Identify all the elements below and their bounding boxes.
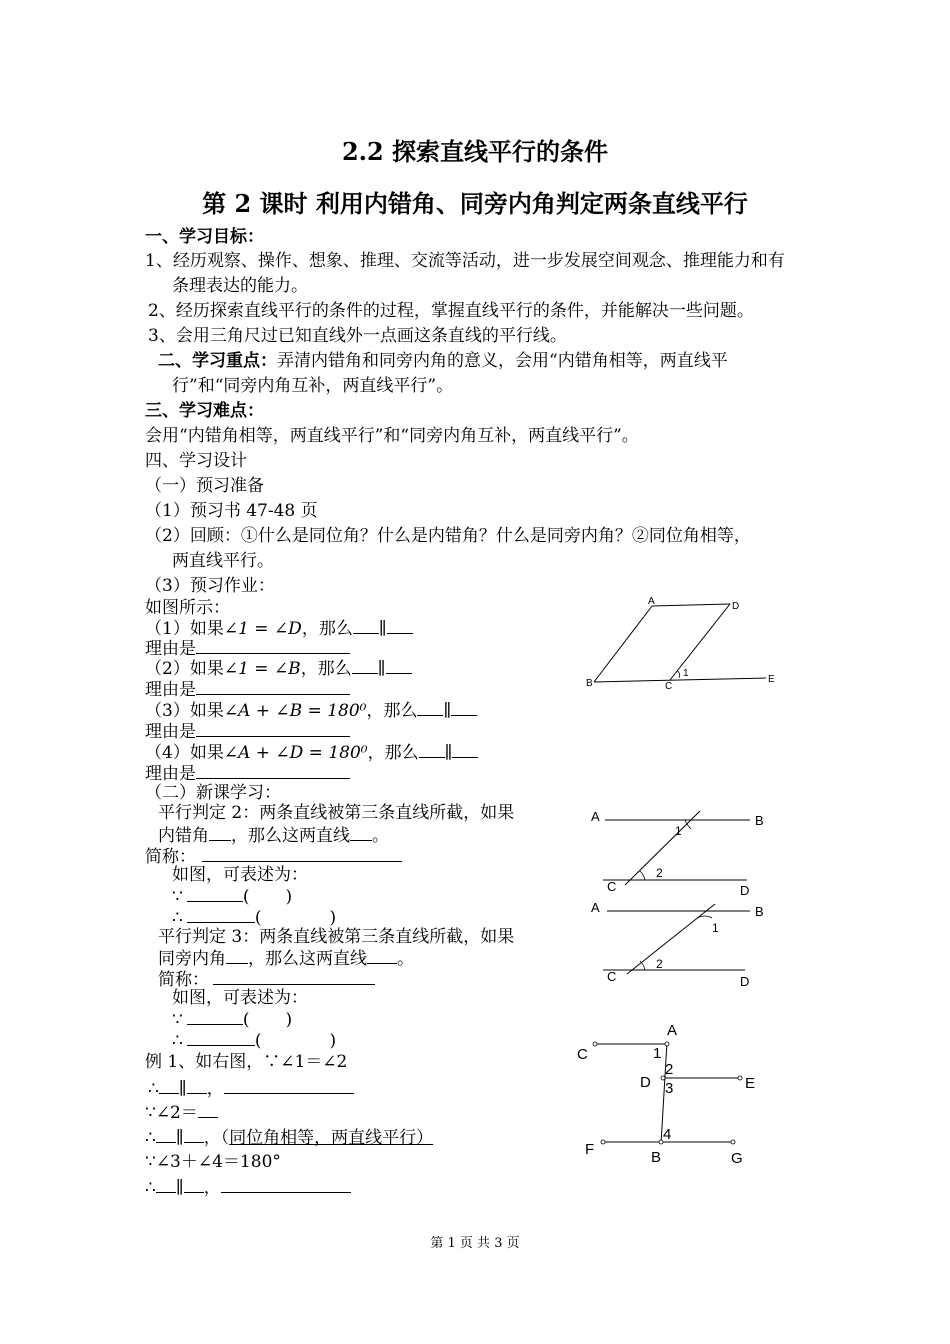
reason-3: 理由是 <box>145 720 350 743</box>
ex-l3-blank[interactable] <box>198 1101 218 1118</box>
q3-blank-a[interactable] <box>417 699 443 716</box>
fig1-label-a: A <box>648 596 655 607</box>
fig4-label-3: 3 <box>665 1080 674 1097</box>
fig4-point-a <box>665 1042 669 1046</box>
rule-2-as-shown: 如图，可表述为： <box>172 865 308 885</box>
page-title: 2.2 探索直线平行的条件 <box>341 137 609 166</box>
fig1-label-1: 1 <box>683 668 689 679</box>
goal-3: 3、会用三角尺过已知直线外一点画这条直线的平行线。 <box>148 326 567 346</box>
reason-1-blank[interactable] <box>196 637 350 654</box>
focus-line2: 行”和“同旁内角互补，两直线平行”。 <box>172 376 454 396</box>
rule-2-because-blank[interactable] <box>187 885 243 902</box>
fig1-label-c: C <box>665 681 673 692</box>
fig3-label-2: 2 <box>656 957 663 971</box>
fig2-label-2: 2 <box>656 866 663 880</box>
fig3-angle-2-arc <box>640 961 645 970</box>
prep-2-line2: 两直线平行。 <box>172 551 274 571</box>
rule-3-blank-a[interactable] <box>226 947 248 964</box>
q1-blank-b[interactable] <box>387 617 413 634</box>
prep-2-line1: （2）回顾：①什么是同位角？什么是内错角？什么是同旁内角？②同位角相等， <box>145 526 751 546</box>
fig3-label-a: A <box>591 900 600 915</box>
rule-3-therefore-blank[interactable] <box>187 1029 255 1046</box>
page-subtitle: 第 2 课时 利用内错角、同旁内角判定两条直线平行 <box>202 189 748 218</box>
rule-2-blank-a[interactable] <box>209 824 231 841</box>
example-line3: ∵∠2＝ <box>145 1101 218 1124</box>
fig4-label-d: D <box>640 1074 651 1091</box>
reason-2-blank[interactable] <box>196 678 350 695</box>
rule-3-short: 简称： <box>158 968 375 991</box>
reason-1: 理由是 <box>145 637 350 660</box>
fig1-label-b: B <box>586 678 593 689</box>
fig4-label-f: F <box>585 1141 595 1158</box>
q3-blank-b[interactable] <box>451 699 477 716</box>
reason-4-blank[interactable] <box>196 762 350 779</box>
fig3-transversal <box>627 904 715 974</box>
fig1-label-e: E <box>768 674 775 685</box>
fig3-label-c: C <box>607 969 617 984</box>
q4-blank-a[interactable] <box>419 741 445 758</box>
focus-line1 <box>158 350 728 372</box>
rule-2-therefore: ∴ ( ) <box>172 908 337 928</box>
q1-expression: ∠1 = ∠D <box>223 619 302 639</box>
fig1-line-ab <box>594 606 652 682</box>
fig1-line-dc <box>670 604 730 680</box>
ex-l2-blank-c[interactable] <box>224 1077 354 1094</box>
goals-heading: 一、学习目标： <box>145 227 264 247</box>
fig1-line-be <box>594 678 766 682</box>
rule-3-as-shown: 如图，可表述为： <box>172 988 308 1008</box>
q2-expression: ∠1 = ∠B <box>223 659 301 679</box>
rule-2-short-blank[interactable] <box>202 845 402 862</box>
example-line6: ∴ ∥ ， <box>145 1176 351 1199</box>
ex-l6-blank-a[interactable] <box>156 1176 176 1193</box>
ex-l6-blank-c[interactable] <box>221 1176 351 1193</box>
q2-blank-a[interactable] <box>352 657 378 674</box>
question-1: （1）如果∠1 = ∠D，那么 ∥ <box>145 617 413 640</box>
figure-1 <box>582 592 792 692</box>
prep-heading: （一）预习准备 <box>145 476 264 496</box>
focus-text: 弄清内错角和同旁内角的意义，会用“内错角相等，两直线平 <box>277 351 728 371</box>
prep-1: （1）预习书 47-48 页 <box>145 501 318 521</box>
rule-2-line1: 平行判定 2：两条直线被第三条直线所截，如果 <box>158 803 515 823</box>
ex-l4-blank-b[interactable] <box>184 1126 204 1143</box>
fig2-label-d: D <box>740 883 750 898</box>
figure-2 <box>585 805 785 900</box>
q4-blank-b[interactable] <box>452 741 478 758</box>
goal-1-line2: 条理表达的能力。 <box>172 276 308 296</box>
question-2: （2）如果∠1 = ∠B，那么 ∥ <box>145 657 412 680</box>
ex-l6-blank-b[interactable] <box>184 1176 204 1193</box>
reason-4: 理由是 <box>145 762 350 785</box>
fig2-angle-2-arc <box>640 871 645 880</box>
example-line2: ∴ ∥ ， <box>148 1077 354 1100</box>
fig2-label-1: 1 <box>675 824 682 838</box>
ex-l4-reason: 同位角相等，两直线平行） <box>229 1128 434 1148</box>
figure-3 <box>585 898 785 993</box>
rule-2-blank-b[interactable] <box>350 824 372 841</box>
rule-3-blank-b[interactable] <box>367 947 397 964</box>
fig1-label-d: D <box>732 601 740 612</box>
rule-3-therefore: ∴ ( ) <box>172 1031 337 1051</box>
prep-3: （3）预习作业： <box>145 576 275 596</box>
rule-3-because: ∵ ( ) <box>172 1010 293 1030</box>
example-line5: ∵∠3＋∠4＝180° <box>145 1152 281 1172</box>
difficulty-heading: 三、学习难点： <box>145 401 264 421</box>
reason-2: 理由是 <box>145 678 350 701</box>
rule-3-line1: 平行判定 3：两条直线被第三条直线所截，如果 <box>158 927 515 947</box>
fig1-line-ad <box>652 604 730 606</box>
as-figure: 如图所示： <box>145 598 230 618</box>
ex-l4-blank-a[interactable] <box>156 1126 176 1143</box>
fig3-label-1: 1 <box>712 921 719 935</box>
fig4-point-f <box>601 1140 605 1144</box>
fig4-label-b: B <box>651 1149 662 1166</box>
goal-1-line1: 1、经历观察、操作、想象、推理、交流等活动，进一步发展空间观念、推理能力和有 <box>145 251 785 271</box>
fig2-label-b: B <box>755 813 764 828</box>
fig4-point-e <box>738 1076 742 1080</box>
fig4-label-g: G <box>731 1150 743 1167</box>
example-line1: 例 1、如右图，∵∠1＝∠2 <box>145 1052 348 1072</box>
fig4-label-c: C <box>577 1046 588 1063</box>
fig4-label-1: 1 <box>653 1045 662 1062</box>
fig4-point-g <box>731 1140 735 1144</box>
fig4-label-4: 4 <box>663 1126 672 1143</box>
reason-3-blank[interactable] <box>196 720 350 737</box>
fig2-label-c: C <box>607 879 617 894</box>
design-heading: 四、学习设计 <box>145 451 247 471</box>
ex-l2-blank-b[interactable] <box>187 1077 207 1094</box>
fig4-point-c <box>593 1042 597 1046</box>
new-lesson-heading: （二）新课学习： <box>145 783 281 803</box>
q2-blank-b[interactable] <box>386 657 412 674</box>
rule-2-because: ∵ ( ) <box>172 887 293 907</box>
q3-expression: ∠A + ∠B = 180⁰ <box>223 701 367 721</box>
q1-blank-a[interactable] <box>353 617 379 634</box>
fig3-label-b: B <box>755 904 764 919</box>
figure-4 <box>575 1020 775 1170</box>
fig3-label-d: D <box>740 974 750 989</box>
example-line4: ∴ ∥ ，（同位角相等，两直线平行） <box>145 1128 434 1148</box>
q4-expression: ∠A + ∠D = 180⁰ <box>223 743 368 763</box>
rule-3-line2: 同旁内角 ，那么这两直线 。 <box>158 949 414 969</box>
focus-heading: 二、学习重点： <box>158 351 277 371</box>
rule-3-short-blank[interactable] <box>213 968 375 985</box>
fig4-label-a: A <box>667 1022 678 1039</box>
fig4-label-e: E <box>745 1075 756 1092</box>
goal-2: 2、经历探索直线平行的条件的过程，掌握直线平行的条件，并能解决一些问题。 <box>148 301 754 321</box>
ex-l2-blank-a[interactable] <box>159 1077 179 1094</box>
rule-2-therefore-blank[interactable] <box>187 906 255 923</box>
page-footer: 第 1 页 共 3 页 <box>430 1236 520 1251</box>
fig4-label-2: 2 <box>665 1061 674 1078</box>
question-3: （3）如果∠A + ∠B = 180⁰，那么 ∥ <box>145 699 477 722</box>
rule-2-short: 简称： <box>145 845 402 868</box>
fig2-label-a: A <box>591 809 600 824</box>
rule-2-line2: 内错角 ，那么这两直线 。 <box>158 826 389 846</box>
question-4: （4）如果∠A + ∠D = 180⁰，那么 ∥ <box>145 741 478 764</box>
rule-3-because-blank[interactable] <box>187 1008 243 1025</box>
difficulty-text: 会用“内错角相等，两直线平行”和“同旁内角互补，两直线平行”。 <box>145 426 639 446</box>
